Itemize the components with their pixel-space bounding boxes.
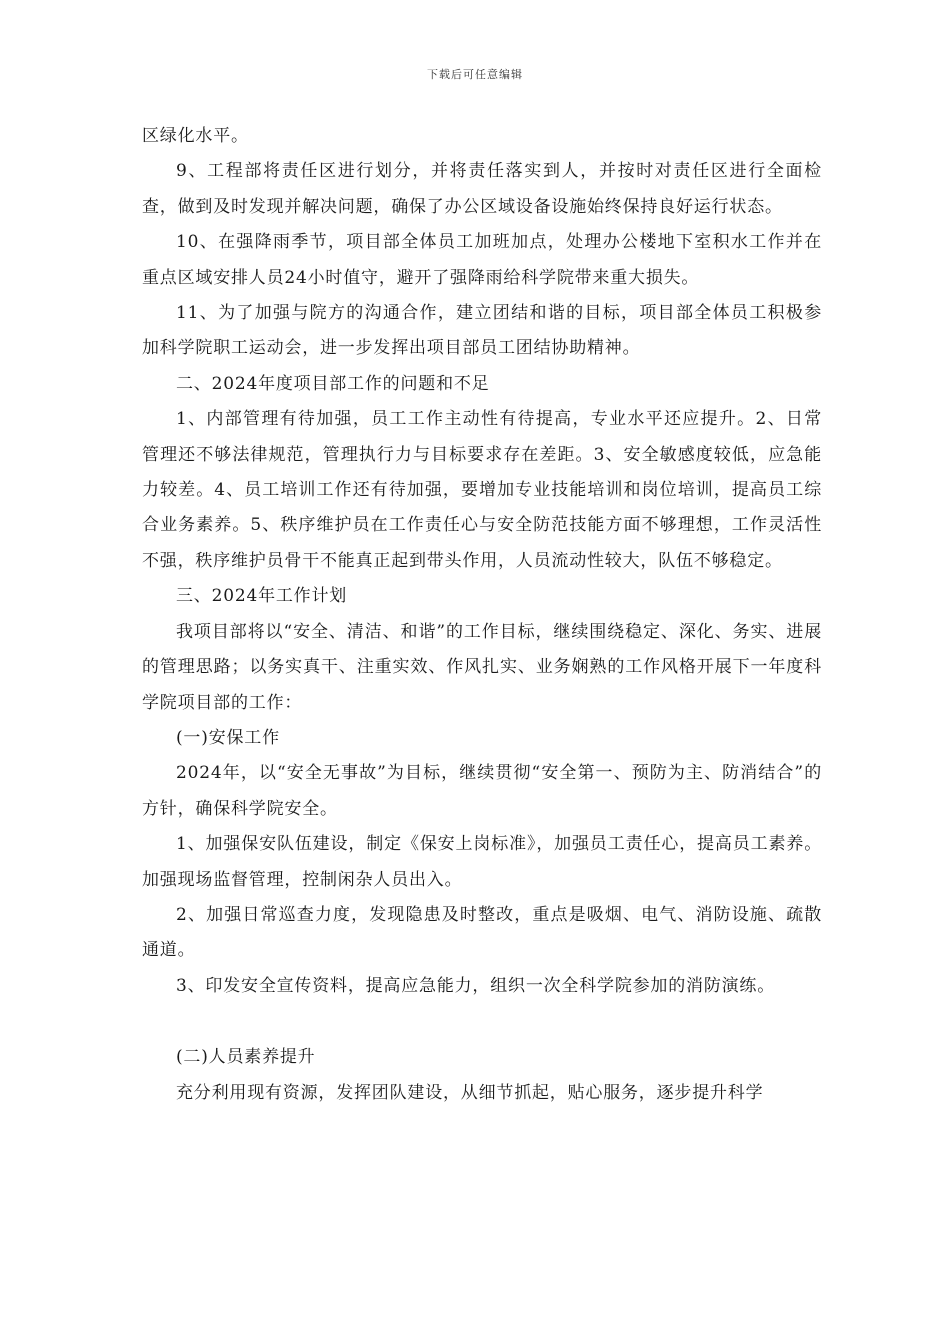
paragraph-plan-intro: 我项目部将以“安全、清洁、和谐”的工作目标，继续围绕稳定、深化、务实、进展的管理思路；以务实真干、注重实效、作风扎实、业务娴熟的工作风格开展下一年度科学院项目部的工作： [142,621,822,713]
paragraph-staff-quality: 充分利用现有资源，发挥团队建设，从细节抓起，贴心服务，逐步提升科学 [176,1082,764,1103]
paragraph-security-item-1: 1、加强保安队伍建设，制定《保安上岗标准》，加强员工责任心，提高员工素养。加强现场监督管理，控制闲杂人员出入。 [142,834,822,890]
paragraph-item-10: 10、在强降雨季节，项目部全体员工加班加点，处理办公楼地下室积水工作并在重点区域安排人员24小时值守，避开了强降雨给科学院带来重大损失。 [142,232,822,288]
paragraph-security-item-2: 2、加强日常巡查力度，发现隐患及时整改，重点是吸烟、电气、消防设施、疏散通道。 [142,904,822,961]
paragraph-item-11: 11、为了加强与院方的沟通合作，建立团结和谐的目标，项目部全体员工积极参加科学院职工运动会，进一步发挥出项目部员工团结协助精神。 [142,303,822,359]
subheading-staff-quality: (二)人员素养提升 [176,1047,316,1068]
paragraph-item-9: 9、工程部将责任区进行划分，并将责任落实到人，并按时对责任区进行全面检查，做到及时发现并解决问题，确保了办公区域设备设施始终保持良好运行状态。 [142,161,822,217]
paragraph-security-item-3: 3、印发安全宣传资料，提高应急能力，组织一次全科学院参加的消防演练。 [176,975,776,996]
section-heading-plan: 三、2024年工作计划 [176,586,348,607]
subheading-security: (一)安保工作 [176,727,280,748]
paragraph-continuation: 区绿化水平。 [142,126,249,146]
paragraph-problems-list: 1、内部管理有待加强，员工工作主动性有待提高，专业水平还应提升。2、日常管理还不够法律规范，管理执行力与目标要求存在差距。3、安全敏感度较低，应急能力较差。4、员工培训工作还有待加强，要增加专业技能培训和岗位培训，提高员工综合业务素养。5、秩序维护员在工作责任心与安全防范技能方面不够理想，工作灵活性不强，秩序维护员骨干不能真正起到带头作用，人员流动性较大，队伍不够稳定。 [142,409,822,571]
section-heading-problems: 二、2024年度项目部工作的问题和不足 [176,373,490,394]
paragraph-security-goal: 2024年，以“安全无事故”为目标，继续贯彻“安全第一、预防为主、防消结合”的方针，确保科学院安全。 [142,763,822,819]
paragraph-spacer [142,1004,822,1040]
page-header-note: 下载后可任意编辑 [427,68,523,81]
document-body [142,119,822,1111]
